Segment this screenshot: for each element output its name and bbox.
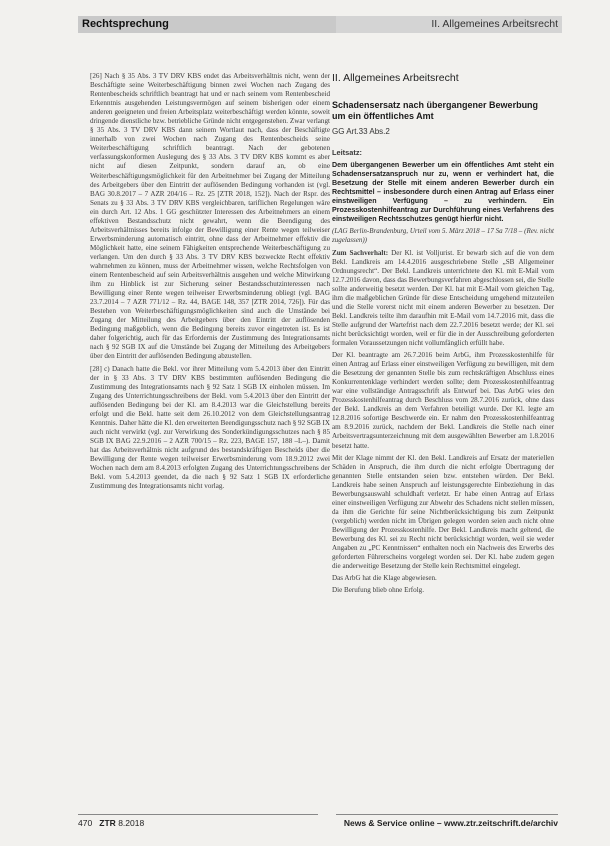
page-number: 470 — [78, 818, 93, 828]
sachverhalt-paragraph — [332, 249, 554, 349]
sachverhalt-text: Der Kl. ist Volljurist. Er bewarb sich auf die von dem Bekl. Landkreis am 14.4.2016 ausgeschriebene Stelle „SB Allgemeiner Ordnungsrecht“. Der Bekl. Landkreis unterrichtete den Kl. mit E-Mail vom 12.7.2016 davon, dass das Bewerbungsverfahren abgeschlossen sei, die Stelle sollte anderweitig besetzt werden. Der Kl. hat mit E-Mail vom gleichen Tag, ihm die maßgeblichen Gründe für diese Entscheidung umgehend mitzuteilen und die Stelle vorerst nicht mit einem anderen Bewerber zu besetzen. Der Bekl. Landkreis teilte ihm daraufhin mit E-Mail vom 14.7.2016 mit, dass die Stelle aufgrund der Wartefrist nach dem 22.7.2016 besetzt werde; der Kl. sei nicht berücksichtigt worden, weil er für die in der Ausschreibung geforderten formalen Voraussetzungen nicht vollumfänglich erfüllt habe. — [332, 248, 555, 347]
left-column — [90, 72, 330, 494]
article-norm: GG Art.33 Abs.2 — [332, 127, 390, 136]
sachverhalt-label: Zum Sachverhalt: — [332, 248, 389, 257]
leitsatz-text: Dem übergangenen Bewerber um ein öffentliches Amt steht ein Schadensersatzanspruch nur zu, wenn er verhindert hat, die Besetzung der Stelle mit einem anderen Bewerber durch ein Rechtsmittel – insbesondere durch einen Antrag auf Erlass einer einstweiligen Verfügung – zu verhindern. Ein Prozesskostenhilfeantrag zur Durchführung eines Verfahrens des einstweiligen Rechtsschutzes genügt hierfür nicht. — [332, 161, 554, 224]
header-section-label: Rechtsprechung — [78, 16, 336, 33]
paragraph-28: [28] c) Danach hatte die Bekl. vor ihrer Mitteilung vom 5.4.2013 über den Eintritt der in § 33 Abs. 3 TV DRV KBS bestimmten auflösenden Bedingung die Zustimmung des Integrationsamts nach § 92 Satz 1 SGB IX einholen müssen. Im Zugang des Unterrichtungsschreibens der Bekl. vom 5.4.2013 über den Eintritt der auflösenden Bedingung bei der Kl. am 8.4.2013 war die Gleichstellung bereits erfolgt und die Bekl. hatte seit dem 26.10.2012 von dem Gleichstellungsantrag Kenntnis. Daher hätte die Kl. den erweiterten Beendigungsschutz nach § 92 SGB IX auch nicht verwirkt (vgl. zur Verwirkung des Sonderkündigungsschutzes nach § 85 SGB IX BAG 22.9.2016 – 2 AZR 700/15 – Rz. 223, BAGE 157, 188 –L–). Damit hat das Arbeitsverhältnis nicht aufgrund des bestandskräftigen Bescheids über die Bewilligung der Rente wegen teilweiser Erwerbsminderung vom 18.9.2012 zwei Wochen nach dem am 8.4.2013 erfolgten Zugang des Unterrichtungsschreibens der Bekl. vom 5.4.2013 geendet, da die nach § 92 Satz 1 SGB IX erforderliche Zustimmung des Integrationsamts nicht vorlag. — [90, 364, 330, 491]
body-paragraph: Mit der Klage nimmt der Kl. den Bekl. Landkreis auf Ersatz der materiellen Schäden in Anspruch, die ihm durch die nicht erfolgte Übertragung der genannten Stelle entstanden seien bzw. entstehen würden. Der Bekl. Landkreis habe seinen Anspruch auf leistungsgerechte Einbeziehung in das Bewerbungsauswahl schuldhaft verletzt. Er habe einen Antrag auf Erlass einer einstweiligen Verfügung zur Abwehr des Schadens nicht stellen müssen, da ihm die Gerichte für seine Nichtberücksichtigung bis zum Zeitpunkt (vergeblich) werden nicht im Übrigen gelegen worden seien auch nicht ohne Bewilligung der Prozesskostenhilfe. Der Bekl. Landkreis macht geltend, die Bewerbung des Kl. sei zu Recht nicht berücksichtigt worden, weil sie weder Angaben zu „PC Kenntnissen“ enthalten noch ein Nachweis des Erwerbs des geforderten Führerscheins vorgelegt worden sei. Der Kl. habe zudem gegen die anderweitige Besetzung der Stelle kein Rechtsmittel eingelegt. — [332, 453, 554, 571]
journal-issue: 8.2018 — [118, 818, 145, 828]
paragraph-26: [26] Nach § 35 Abs. 3 TV DRV KBS endet das Arbeitsverhältnis nicht, wenn der Beschäftigte seine Weiterbeschäftigung binnen zwei Wochen nach Zugang des Rentenbescheids schriftlich beantragt hat und er nach seinem vom Rentenbescheid Erkenntnis ausgehenden Leistungsvermögen auf seinem bisherigen oder einem anderen geeigneten und freien Arbeitsplatz weiterbeschäftigt werden könnte, soweit dringende dienstliche bzw. betriebliche Gründe nicht entgegenstehen. Zwar verlangt § 35 Abs. 3 TV DRV KBS dann seinem Wortlaut nach, dass der Beschäftigte innerhalb von zwei Wochen nach Zugang des Rentenbescheids seine Weiterbeschäftigung schriftlich beantragt. Nach der gebotenen verfassungskonformen Auslegung des § 33 Abs. 3 TV DRV KBS kommt es aber nicht auf diesen Zeitpunkt, sondern darauf an, ob eine Weiterbeschäftigungsmöglichkeit für den Arbeitnehmer bei Zugang der Mitteilung des Arbeitgebers über den Eintritt der auflösenden Bedingung vorhanden ist (vgl. BAG 30.8.2017 – 7 AZR 204/16 – Rz. 25 [ZTR 2018, 152]). Nach der Rspr. des Senats zu § 33 Abs. 3 TV DRV KBS vergleichbaren, tariflichen Regelungen wäre ein durch Art. 12 Abs. 1 GG geschützter Interessen des Arbeitnehmers an einem effektiven Bestandsschutz nicht gewahrt, wenn die Beendigung des Arbeitsverhältnisses bereits infolge der Bewilligung einer Rente wegen teilweiser Erwerbsminderung automatisch eintritt, ohne dass der Arbeitnehmer effektiv die Möglichkeit hatte, eine seinem Fähigkeiten entsprechende Weiterbeschäftigung zu verlangen. Um den durch § 33 Abs. 3 TV DRV KBS bezweckte Recht effektiv wahrnehmen zu können, muss der Arbeitnehmer wissen, welche Rechtsfolgen von einem Rentenbescheid auf sein Arbeitsverhältnis ausgehen und welche Mitwirkung ihm zu Hinblick ist zur Sicherung seiner Bestandsschutzinteressen nach Bewilligung einer Rente wegen teilweiser Erwerbsminderung obliegt (vgl. BAG 23.7.2014 – 7 AZR 771/12 – Rz. 44, BAGE 148, 357 [ZTR 2014, 726]). Für das Bestehen von Weiterbeschäftigungsmöglichkeiten sind auch die Umstände bei Zugang der Mitteilung des Arbeitgebers über den Eintritt der auflösenden Bedingung maßgeblich, wenn die Bedingung bereits zuvor eingetreten ist. Es ist daher folgerichtig, auch für das Erfordernis der Zustimmung des Integrationsamts nach § 92 SGB IX auf die Umstände bei Zugang der Mitteilung des Arbeitgebers über den Eintritt der auflösenden Bedingung abzustellen. — [90, 72, 330, 361]
header-chapter-label: II. Allgemeines Arbeitsrecht — [336, 16, 562, 33]
right-column — [332, 72, 554, 598]
footer-left — [78, 814, 318, 828]
leitsatz-label: Leitsatz: — [332, 148, 362, 158]
article-title: Schadensersatz nach übergangener Bewerbung um ein öffentliches Amt — [332, 100, 539, 121]
section-title: II. Allgemeines Arbeitsrecht — [332, 72, 459, 84]
body-paragraph: Das ArbG hat die Klage abgewiesen. — [332, 574, 437, 583]
footer-right: News & Service online – www.ztr.zeitschrift.de/archiv — [336, 814, 558, 828]
body-paragraph: Der Kl. beantragte am 26.7.2016 beim ArbG, ihm Prozesskostenhilfe für einen Antrag auf Erlass einer einstweiligen Verfügung zu bewilligen, mit dem die Besetzung der genannten Stelle bis zum rechtskräftigen Abschluss eines Konkurrentenklage verhindert werden sollte; dem Prozesskostenhilfeantrag war eine vollständige Antragsschrift als Entwurf bei. Das ArbG wies den Prozesskostenhilfeantrag durch Beschluss vom 28.7.2016 zurück, ohne dass der Bekl. Landkreis an dem Verfahren beteiligt wurde. Der Kl. legte am 12.8.2016 sofortige Beschwerde ein. Er nahm den Prozesskostenhilfeantrag am 8.9.2016 zurück, nachdem der Bekl. Landkreis die Stelle nach einer Arbeitsvertragsunterzeichnung mit dem ausgewählten Bewerber am 1.8.2016 besetzt hatte. — [332, 351, 554, 450]
journal-name: ZTR — [99, 818, 116, 828]
court-citation: (LAG Berlin-Brandenburg, Urteil vom 5. März 2018 – 17 Sa 7/18 – (Rev. nicht zugelassen)) — [332, 227, 554, 245]
body-paragraph: Die Berufung blieb ohne Erfolg. — [332, 586, 424, 595]
